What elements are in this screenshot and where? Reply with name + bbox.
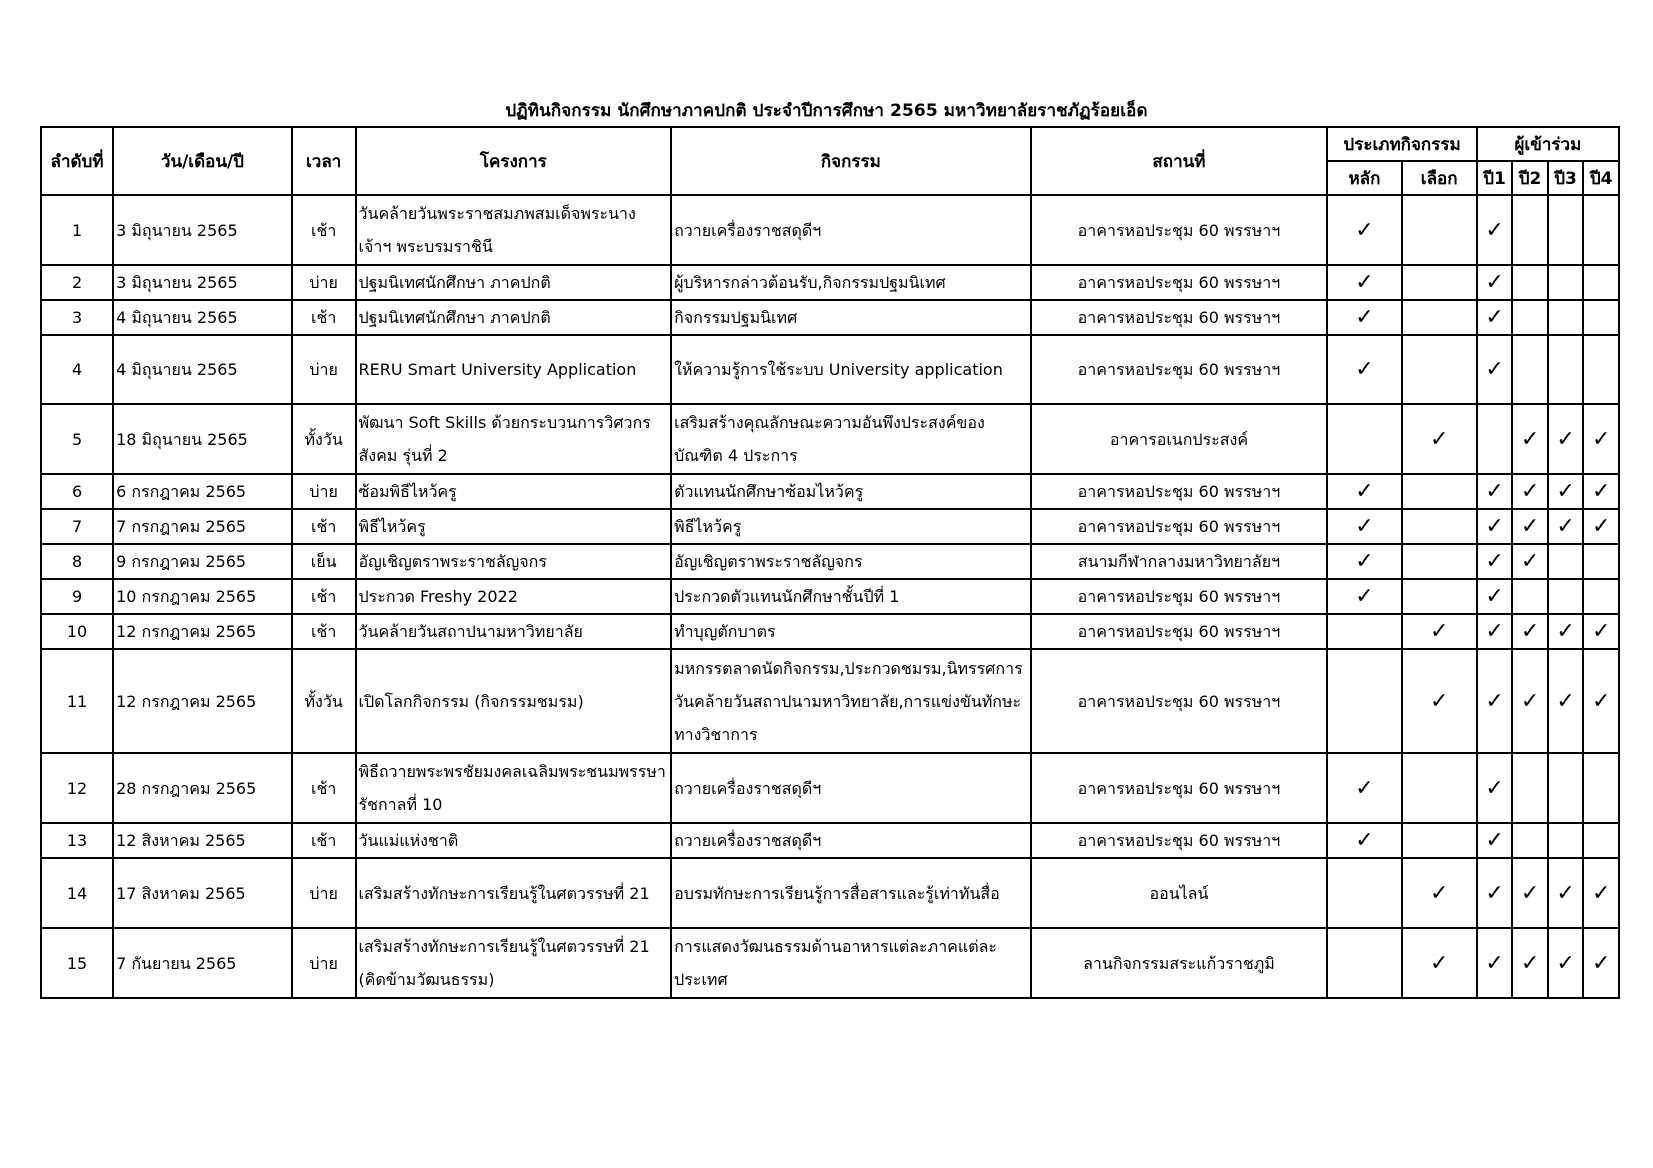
cell-time: ทั้งวัน [292, 404, 356, 474]
cell-no: 4 [41, 335, 113, 404]
check-elective-empty [1402, 753, 1477, 823]
cell-no: 10 [41, 614, 113, 649]
cell-time: เช้า [292, 509, 356, 544]
check-year-1-icon: ✓ [1477, 858, 1513, 928]
cell-project: วันแม่แห่งชาติ [356, 823, 672, 858]
cell-place: ลานกิจกรรมสระแก้วราชภูมิ [1031, 928, 1328, 998]
table-body [41, 195, 1619, 998]
cell-project: พิธีถวายพระพรชัยมงคลเฉลิมพระชนมพรรษา รัชกาลที่ 10 [356, 753, 672, 823]
check-year-1-icon: ✓ [1477, 579, 1513, 614]
cell-date: 4 มิถุนายน 2565 [113, 335, 292, 404]
table-row [41, 823, 1619, 858]
cell-time: เช้า [292, 823, 356, 858]
check-year-3-empty [1548, 300, 1584, 335]
check-year-3-empty [1548, 579, 1584, 614]
cell-no: 8 [41, 544, 113, 579]
cell-time: เย็น [292, 544, 356, 579]
cell-activity: กิจกรรมปฐมนิเทศ [671, 300, 1030, 335]
check-year-3-icon: ✓ [1548, 404, 1584, 474]
check-year-2-empty [1512, 753, 1548, 823]
check-year-2-empty [1512, 195, 1548, 265]
check-year-3-empty [1548, 195, 1584, 265]
cell-project: เสริมสร้างทักษะการเรียนรู้ในศตวรรษที่ 21 (คิดข้ามวัฒนธรรม) [356, 928, 672, 998]
cell-no: 11 [41, 649, 113, 753]
check-year-4-empty [1583, 265, 1619, 300]
cell-time: เช้า [292, 753, 356, 823]
check-year-1-icon: ✓ [1477, 649, 1513, 753]
cell-date: 10 กรกฎาคม 2565 [113, 579, 292, 614]
table-row [41, 265, 1619, 300]
check-year-3-empty [1548, 823, 1584, 858]
cell-date: 6 กรกฎาคม 2565 [113, 474, 292, 509]
cell-project: วันคล้ายวันพระราชสมภพสมเด็จพระนางเจ้าฯ พระบรมราชินี [356, 195, 672, 265]
cell-activity: ทำบุญตักบาตร [671, 614, 1030, 649]
cell-date: 12 กรกฎาคม 2565 [113, 649, 292, 753]
check-year-4-empty [1583, 300, 1619, 335]
check-year-2-empty [1512, 579, 1548, 614]
check-year-2-icon: ✓ [1512, 474, 1548, 509]
cell-activity: ประกวดตัวแทนนักศึกษาชั้นปีที่ 1 [671, 579, 1030, 614]
check-year-1-icon: ✓ [1477, 300, 1513, 335]
cell-no: 13 [41, 823, 113, 858]
cell-place: อาคารหอประชุม 60 พรรษาฯ [1031, 614, 1328, 649]
check-main-icon: ✓ [1327, 823, 1401, 858]
check-year-4-empty [1583, 544, 1619, 579]
cell-project: ซ้อมพิธีไหว้ครู [356, 474, 672, 509]
check-elective-empty [1402, 300, 1477, 335]
cell-place: อาคารอเนกประสงค์ [1031, 404, 1328, 474]
cell-activity: ถวายเครื่องราชสดุดีฯ [671, 753, 1030, 823]
table-row [41, 335, 1619, 404]
header-date: วัน/เดือน/ปี [113, 127, 292, 195]
cell-no: 1 [41, 195, 113, 265]
cell-project: ปฐมนิเทศนักศึกษา ภาคปกติ [356, 300, 672, 335]
check-elective-icon: ✓ [1402, 649, 1477, 753]
check-year-3-empty [1548, 544, 1584, 579]
check-year-1-icon: ✓ [1477, 544, 1513, 579]
check-main-empty [1327, 858, 1401, 928]
check-year-3-icon: ✓ [1548, 474, 1584, 509]
cell-place: สนามกีฬากลางมหาวิทยาลัยฯ [1031, 544, 1328, 579]
cell-date: 3 มิถุนายน 2565 [113, 195, 292, 265]
check-main-icon: ✓ [1327, 195, 1401, 265]
cell-date: 7 กรกฎาคม 2565 [113, 509, 292, 544]
cell-activity: ตัวแทนนักศึกษาซ้อมไหว้ครู [671, 474, 1030, 509]
check-year-1-icon: ✓ [1477, 195, 1513, 265]
check-main-icon: ✓ [1327, 509, 1401, 544]
cell-activity: อัญเชิญตราพระราชลัญจกร [671, 544, 1030, 579]
check-year-3-empty [1548, 335, 1584, 404]
cell-activity: อบรมทักษะการเรียนรู้การสื่อสารและรู้เท่าทันสื่อ [671, 858, 1030, 928]
check-year-3-empty [1548, 753, 1584, 823]
cell-place: อาคารหอประชุม 60 พรรษาฯ [1031, 335, 1328, 404]
cell-place: อาคารหอประชุม 60 พรรษาฯ [1031, 649, 1328, 753]
check-year-3-empty [1548, 265, 1584, 300]
check-year-3-icon: ✓ [1548, 614, 1584, 649]
activity-calendar-table [40, 126, 1620, 999]
cell-project: ปฐมนิเทศนักศึกษา ภาคปกติ [356, 265, 672, 300]
cell-time: บ่าย [292, 858, 356, 928]
check-year-1-icon: ✓ [1477, 753, 1513, 823]
cell-date: 18 มิถุนายน 2565 [113, 404, 292, 474]
check-year-1-icon: ✓ [1477, 928, 1513, 998]
header-type-main: หลัก [1327, 161, 1401, 195]
cell-project: พัฒนา Soft Skills ด้วยกระบวนการวิศวกรสังคม รุ่นที่ 2 [356, 404, 672, 474]
header-activity: กิจกรรม [671, 127, 1030, 195]
check-year-4-icon: ✓ [1583, 858, 1619, 928]
check-elective-empty [1402, 195, 1477, 265]
cell-date: 3 มิถุนายน 2565 [113, 265, 292, 300]
check-main-empty [1327, 928, 1401, 998]
check-year-3-icon: ✓ [1548, 928, 1584, 998]
check-year-4-icon: ✓ [1583, 649, 1619, 753]
table-row [41, 579, 1619, 614]
cell-activity: เสริมสร้างคุณลักษณะความอันพึงประสงค์ของบัณฑิต 4 ประการ [671, 404, 1030, 474]
check-main-empty [1327, 614, 1401, 649]
cell-no: 14 [41, 858, 113, 928]
cell-date: 17 สิงหาคม 2565 [113, 858, 292, 928]
check-elective-empty [1402, 335, 1477, 404]
header-place: สถานที่ [1031, 127, 1328, 195]
header-time: เวลา [292, 127, 356, 195]
cell-date: 7 กันยายน 2565 [113, 928, 292, 998]
cell-place: อาคารหอประชุม 60 พรรษาฯ [1031, 579, 1328, 614]
table-row [41, 649, 1619, 753]
check-elective-icon: ✓ [1402, 614, 1477, 649]
cell-time: เช้า [292, 614, 356, 649]
cell-project: ประกวด Freshy 2022 [356, 579, 672, 614]
cell-time: บ่าย [292, 335, 356, 404]
check-main-empty [1327, 649, 1401, 753]
check-elective-empty [1402, 579, 1477, 614]
cell-project: RERU Smart University Application [356, 335, 672, 404]
check-year-3-icon: ✓ [1548, 649, 1584, 753]
cell-date: 28 กรกฎาคม 2565 [113, 753, 292, 823]
cell-place: อาคารหอประชุม 60 พรรษาฯ [1031, 474, 1328, 509]
header-year-1: ปี1 [1477, 161, 1513, 195]
cell-no: 6 [41, 474, 113, 509]
table-row [41, 753, 1619, 823]
check-year-4-empty [1583, 579, 1619, 614]
check-elective-empty [1402, 265, 1477, 300]
table-row [41, 544, 1619, 579]
cell-activity: ถวายเครื่องราชสดุดีฯ [671, 823, 1030, 858]
header-type-elective: เลือก [1402, 161, 1477, 195]
cell-date: 9 กรกฎาคม 2565 [113, 544, 292, 579]
cell-place: อาคารหอประชุม 60 พรรษาฯ [1031, 195, 1328, 265]
check-main-empty [1327, 404, 1401, 474]
cell-no: 15 [41, 928, 113, 998]
check-year-1-icon: ✓ [1477, 474, 1513, 509]
check-year-2-icon: ✓ [1512, 404, 1548, 474]
check-year-2-icon: ✓ [1512, 614, 1548, 649]
cell-place: อาคารหอประชุม 60 พรรษาฯ [1031, 823, 1328, 858]
table-row [41, 858, 1619, 928]
check-year-1-icon: ✓ [1477, 509, 1513, 544]
cell-project: อัญเชิญตราพระราชลัญจกร [356, 544, 672, 579]
check-year-4-icon: ✓ [1583, 474, 1619, 509]
check-elective-empty [1402, 823, 1477, 858]
check-year-2-empty [1512, 823, 1548, 858]
cell-time: บ่าย [292, 928, 356, 998]
check-year-1-icon: ✓ [1477, 823, 1513, 858]
check-year-4-icon: ✓ [1583, 509, 1619, 544]
check-year-1-icon: ✓ [1477, 335, 1513, 404]
cell-place: ออนไลน์ [1031, 858, 1328, 928]
check-elective-empty [1402, 544, 1477, 579]
cell-time: เช้า [292, 300, 356, 335]
page-title: ปฏิทินกิจกรรม นักศึกษาภาคปกติ ประจำปีการศึกษา 2565 มหาวิทยาลัยราชภัฏร้อยเอ็ด [505, 101, 1148, 121]
table-row [41, 300, 1619, 335]
cell-no: 5 [41, 404, 113, 474]
cell-project: เสริมสร้างทักษะการเรียนรู้ในศตวรรษที่ 21 [356, 858, 672, 928]
check-main-icon: ✓ [1327, 579, 1401, 614]
check-main-icon: ✓ [1327, 544, 1401, 579]
cell-project: วันคล้ายวันสถาปนามหาวิทยาลัย [356, 614, 672, 649]
cell-time: บ่าย [292, 265, 356, 300]
check-year-4-empty [1583, 823, 1619, 858]
check-year-4-empty [1583, 753, 1619, 823]
check-main-icon: ✓ [1327, 265, 1401, 300]
check-main-icon: ✓ [1327, 335, 1401, 404]
table-row [41, 474, 1619, 509]
check-year-2-icon: ✓ [1512, 928, 1548, 998]
table-row [41, 928, 1619, 998]
cell-activity: การแสดงวัฒนธรรมด้านอาหารแต่ละภาคแต่ละประเทศ [671, 928, 1030, 998]
cell-project: เปิดโลกกิจกรรม (กิจกรรมชมรม) [356, 649, 672, 753]
check-year-4-empty [1583, 335, 1619, 404]
header-no: ลำดับที่ [41, 127, 113, 195]
check-main-icon: ✓ [1327, 300, 1401, 335]
check-elective-empty [1402, 474, 1477, 509]
check-year-2-empty [1512, 335, 1548, 404]
table-row [41, 195, 1619, 265]
check-main-icon: ✓ [1327, 753, 1401, 823]
header-participants: ผู้เข้าร่วม [1477, 127, 1619, 161]
header-activity-type: ประเภทกิจกรรม [1327, 127, 1476, 161]
cell-time: เช้า [292, 195, 356, 265]
check-year-2-icon: ✓ [1512, 649, 1548, 753]
check-main-icon: ✓ [1327, 474, 1401, 509]
check-elective-icon: ✓ [1402, 858, 1477, 928]
cell-activity: ผู้บริหารกล่าวต้อนรับ,กิจกรรมปฐมนิเทศ [671, 265, 1030, 300]
cell-place: อาคารหอประชุม 60 พรรษาฯ [1031, 265, 1328, 300]
table-row [41, 614, 1619, 649]
header-year-4: ปี4 [1583, 161, 1619, 195]
check-year-2-icon: ✓ [1512, 509, 1548, 544]
cell-date: 12 สิงหาคม 2565 [113, 823, 292, 858]
cell-activity: พิธีไหว้ครู [671, 509, 1030, 544]
check-year-1-icon: ✓ [1477, 265, 1513, 300]
cell-date: 12 กรกฎาคม 2565 [113, 614, 292, 649]
cell-activity: มหกรรตลาดนัดกิจกรรม,ประกวดชมรม,นิทรรศการวันคล้ายวันสถาปนามหาวิทยาลัย,การแข่งขันทักษะทางวิชาการ [671, 649, 1030, 753]
table-row [41, 404, 1619, 474]
cell-project: พิธีไหว้ครู [356, 509, 672, 544]
cell-no: 12 [41, 753, 113, 823]
check-elective-icon: ✓ [1402, 404, 1477, 474]
check-year-2-empty [1512, 265, 1548, 300]
check-year-4-icon: ✓ [1583, 404, 1619, 474]
cell-activity: ให้ความรู้การใช้ระบบ University application [671, 335, 1030, 404]
check-elective-icon: ✓ [1402, 928, 1477, 998]
cell-no: 3 [41, 300, 113, 335]
check-year-1-empty [1477, 404, 1513, 474]
check-year-4-icon: ✓ [1583, 928, 1619, 998]
cell-no: 2 [41, 265, 113, 300]
check-year-4-icon: ✓ [1583, 614, 1619, 649]
cell-activity: ถวายเครื่องราชสดุดีฯ [671, 195, 1030, 265]
cell-place: อาคารหอประชุม 60 พรรษาฯ [1031, 509, 1328, 544]
table-row [41, 509, 1619, 544]
cell-date: 4 มิถุนายน 2565 [113, 300, 292, 335]
cell-no: 7 [41, 509, 113, 544]
check-year-3-icon: ✓ [1548, 509, 1584, 544]
check-year-1-icon: ✓ [1477, 614, 1513, 649]
cell-no: 9 [41, 579, 113, 614]
cell-time: เช้า [292, 579, 356, 614]
header-project: โครงการ [356, 127, 672, 195]
check-year-2-icon: ✓ [1512, 858, 1548, 928]
cell-time: บ่าย [292, 474, 356, 509]
cell-place: อาคารหอประชุม 60 พรรษาฯ [1031, 753, 1328, 823]
check-year-3-icon: ✓ [1548, 858, 1584, 928]
cell-time: ทั้งวัน [292, 649, 356, 753]
check-year-4-empty [1583, 195, 1619, 265]
check-year-2-icon: ✓ [1512, 544, 1548, 579]
header-year-3: ปี3 [1548, 161, 1584, 195]
check-year-2-empty [1512, 300, 1548, 335]
cell-place: อาคารหอประชุม 60 พรรษาฯ [1031, 300, 1328, 335]
header-year-2: ปี2 [1512, 161, 1548, 195]
check-elective-empty [1402, 509, 1477, 544]
